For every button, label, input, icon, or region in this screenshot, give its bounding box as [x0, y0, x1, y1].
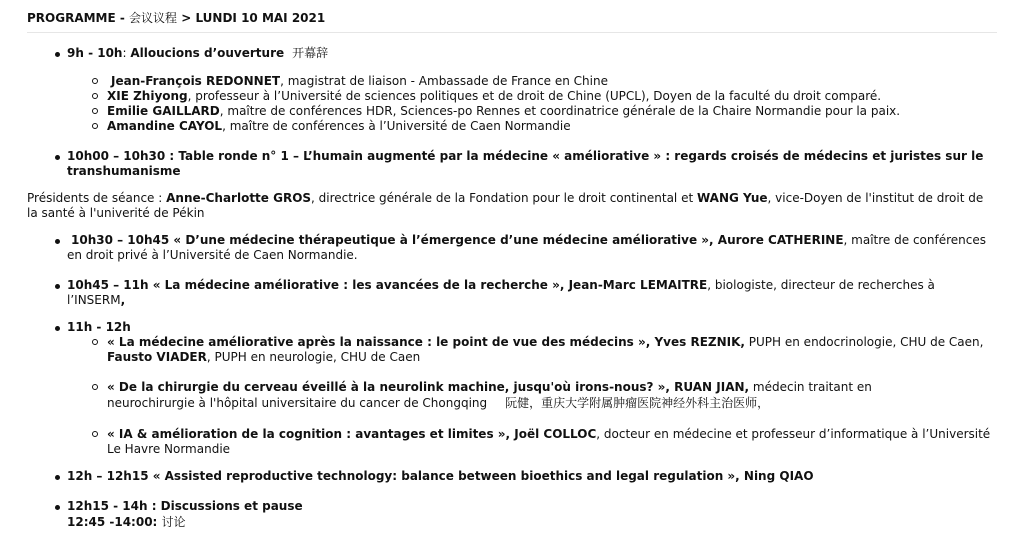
- page-title: PROGRAMME - 会议议程 > LUNDI 10 MAI 2021: [27, 11, 997, 33]
- circle-bullet-icon: [92, 123, 98, 129]
- session-presidents-cont: la santé à l'univerité de Pékin: [27, 206, 205, 220]
- session-presidents: Présidents de séance : Anne-Charlotte GROS, directrice générale de la Fondation pour le droit continental et WANG Yue, vice-Doyen de l'institut de droit de: [27, 191, 984, 205]
- circle-bullet-icon: [92, 93, 98, 99]
- circle-bullet-icon: [92, 431, 98, 437]
- circle-bullet-icon: [92, 108, 98, 114]
- talk-reznik-cont: Fausto VIADER, PUPH en neurologie, CHU de Caen: [107, 350, 421, 364]
- talk-ruan-cont: neurochirurgie à l'hôpital universitaire du cancer de Chongqing 阮健，重庆大学附属肿瘤医院神经外科主治医师，: [107, 396, 770, 410]
- talk-reznik: « La médecine améliorative après la naissance : le point de vue des médecins », Yves REZNIK, PUPH en endocrinologie, CHU de Caen,: [107, 335, 984, 349]
- talk-catherine: 10h30 – 10h45 « D’une médecine thérapeutique à l’émergence d’une médecine améliorative », Aurore CATHERINE, maître de conférences: [71, 233, 986, 247]
- session-discussion-cont: 12:45 -14:00: 讨论: [67, 515, 186, 529]
- session-round-table-cont: transhumanisme: [67, 164, 181, 178]
- bullet-icon: [55, 326, 60, 331]
- talk-colloc: « IA & amélioration de la cognition : avantages et limites », Joël COLLOC, docteur en médecine et professeur d’informatique à l’Université: [107, 427, 991, 441]
- ruan-chinese: 阮健，重庆大学附属肿瘤医院神经外科主治医师，: [505, 396, 770, 410]
- speaker-item: XIE Zhiyong, professeur à l’Université de sciences politiques et de droit de Chine (UPCL), Doyen de la faculté du droit comparé.: [107, 89, 882, 103]
- talk-catherine-cont: en droit privé à l’Université de Caen Normandie.: [67, 248, 358, 262]
- bullet-icon: [55, 155, 60, 160]
- title-chinese: 会议议程: [129, 11, 178, 25]
- opening-chinese: 开幕辞: [292, 46, 329, 60]
- session-opening: 9h - 10h: Alloucions d’ouverture 开幕辞: [67, 46, 329, 60]
- talk-lemaitre-cont: l’INSERM,: [67, 293, 126, 307]
- circle-bullet-icon: [92, 78, 98, 84]
- talk-lemaitre: 10h45 – 11h « La médecine améliorative : les avancées de la recherche », Jean-Marc LEMAITRE, biologiste, directeur de recherches à: [67, 278, 935, 292]
- talk-ruan: « De la chirurgie du cerveau éveillé à la neurolink machine, jusqu'où irons-nous? », RUAN JIAN, médecin traitant en: [107, 380, 872, 394]
- session-discussion: 12h15 - 14h : Discussions et pause: [67, 499, 303, 513]
- talk-colloc-cont: Le Havre Normandie: [107, 442, 231, 456]
- talk-qiao: 12h – 12h15 « Assisted reproductive technology: balance between bioethics and legal regulation », Ning QIAO: [67, 469, 814, 483]
- bullet-icon: [55, 52, 60, 57]
- bullet-icon: [55, 284, 60, 289]
- bullet-icon: [55, 239, 60, 244]
- circle-bullet-icon: [92, 339, 98, 345]
- speaker-item: Emilie GAILLARD, maître de conférences HDR, Sciences-po Rennes et coordinatrice générale de la Chaire Normandie pour la paix.: [107, 104, 901, 118]
- speaker-item: Jean-François REDONNET, magistrat de liaison - Ambassade de France en Chine: [111, 74, 608, 88]
- speaker-item: Amandine CAYOL, maître de conférences à l’Université de Caen Normandie: [107, 119, 571, 133]
- bullet-icon: [55, 475, 60, 480]
- circle-bullet-icon: [92, 384, 98, 390]
- bullet-icon: [55, 505, 60, 510]
- session-round-table: 10h00 – 10h30 : Table ronde n° 1 – L’humain augmenté par la médecine « améliorative » : regards croisés de médecins et juristes sur le: [67, 149, 984, 163]
- session-11h-12h: 11h - 12h: [67, 320, 131, 334]
